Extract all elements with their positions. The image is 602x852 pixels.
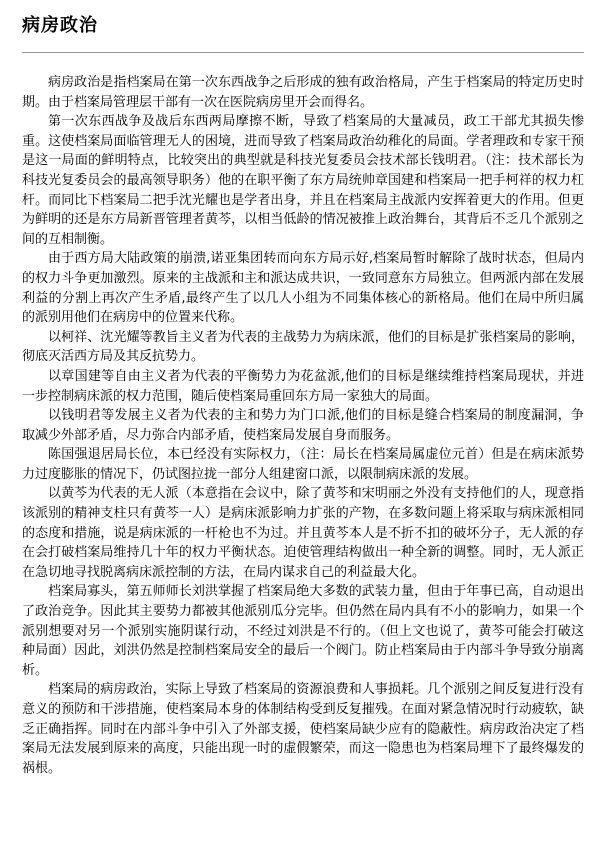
title-divider — [22, 52, 584, 53]
paragraph-9: 档案局寡头，第五师师长刘洪掌握了档案局绝大多数的武装力量，但由于年事已高，自动退出了政治竞争。因此其主要势力都被其他派别瓜分完毕。但仍然在局内具有不小的影响力，如果一个派别想要对另一个派别实施阴谋行动，不经过刘洪是不行的。（但上文也说了，黄芩可能会打破这种局面）因此，刘洪仍然是控制档案局安全的最后一个阀门。防止档案局由于内部斗争导致分崩离析。 — [22, 584, 584, 678]
paragraph-10: 档案局的病房政治，实际上导致了档案局的资源浪费和人事损耗。几个派别之间反复进行没有意义的预防和干涉措施，使档案局本身的体制结构受到反复摧残。在面对紧急情况时行动疲软，缺乏正确指挥。同时在内部斗争中引入了外部支援，使档案局缺少应有的隐蔽性。病房政治决定了档案局无法发展到原来的高度，只能出现一时的虚假繁荣，而这一隐患也为档案局埋下了最终爆发的祸根。 — [22, 682, 584, 776]
paragraph-2: 第一次东西战争及战后东西两局摩擦不断，导致了档案局的大量减员，政工干部尤其损失惨重。这使档案局面临管理无人的困境，进而导致了档案局政治幼稚化的局面。学者理政和专家干预是这一局面的鲜明特点，比较突出的典型就是科技光复委员会技术部长钱明君。（注：技术部长为科技光复委员会的最高领导职务）他的在职平衡了东方局统帅章国建和档案局一把手柯祥的权力杠杆。而同比下档案局二把手沈光耀也是学者出身，并且在档案局主战派内安挥着更大的作用。但更为鲜明的还是东方局新晋管理者黄芩，以相当低龄的情况被推上政治舞台，其背后不乏几个派别之间的互相制衡。 — [22, 114, 584, 247]
paragraph-8: 以黄芩为代表的无人派（本意指在会议中，除了黄芩和宋明丽之外没有支持他们的人，现意指该派别的精神支柱只有黄芩一人）是病床派影响力扩张的产物，在多数问题上将采取与病床派相同的态度和措施，说是病床派的一杆枪也不为过。并且黄芩本人是不折不扣的破坏分子，无人派的存在会打破档案局维持几十年的权力平衡状态。迫使管理结构做出一种全新的调整。同时，无人派正在急切地寻找脱离病床派控制的方法，在局内谋求自己的利益最大化。 — [22, 486, 584, 580]
paragraph-1: 病房政治是指档案局在第一次东西战争之后形成的独有政治格局，产生于档案局的特定历史时期。由于档案局管理层干部有一次在医院病房里开会而得名。 — [22, 75, 584, 110]
paragraph-6: 以钱明君等发展主义者为代表的主和势力为门口派,他们的目标是缝合档案局的制度漏洞，争取减少外部矛盾，尽力弥合内部矛盾，使档案局发展自身而服务。 — [22, 408, 584, 443]
paragraph-7: 陈国强退居局长位，本已经没有实际权力，（注：局长在档案局属虚位元首）但是在病床派势力过度膨胀的情况下，仍试图拉拢一部分人组建窗口派，以限制病床派的发展。 — [22, 447, 584, 482]
paragraph-5: 以章国建等自由主义者为代表的平衡势力为花盆派,他们的目标是继续维持档案局现状，并进一步控制病床派的权力范围，随后使档案局重回东方局一家独大的局面。 — [22, 368, 584, 404]
paragraph-4: 以柯祥、沈光耀等教旨主义者为代表的主战势力为病床派，他们的目标是扩张档案局的影响，彻底灭活西方局及其反抗势力。 — [22, 329, 584, 365]
paragraph-3: 由于西方局大陆政策的崩溃,诺亚集团转而向东方局示好,档案局暂时解除了战时状态，但局内的权力斗争更加激烈。原来的主战派和主和派达成共识，一致同意东方局独立。但两派内部在发展利益的分割上再次产生矛盾,最终产生了以几人小组为不同集体核心的新格局。他们在局中所归属的派别用他们在病房中的位置来代称。 — [22, 251, 584, 326]
article-body — [22, 73, 584, 778]
page-title: 病房政治 — [22, 15, 98, 36]
